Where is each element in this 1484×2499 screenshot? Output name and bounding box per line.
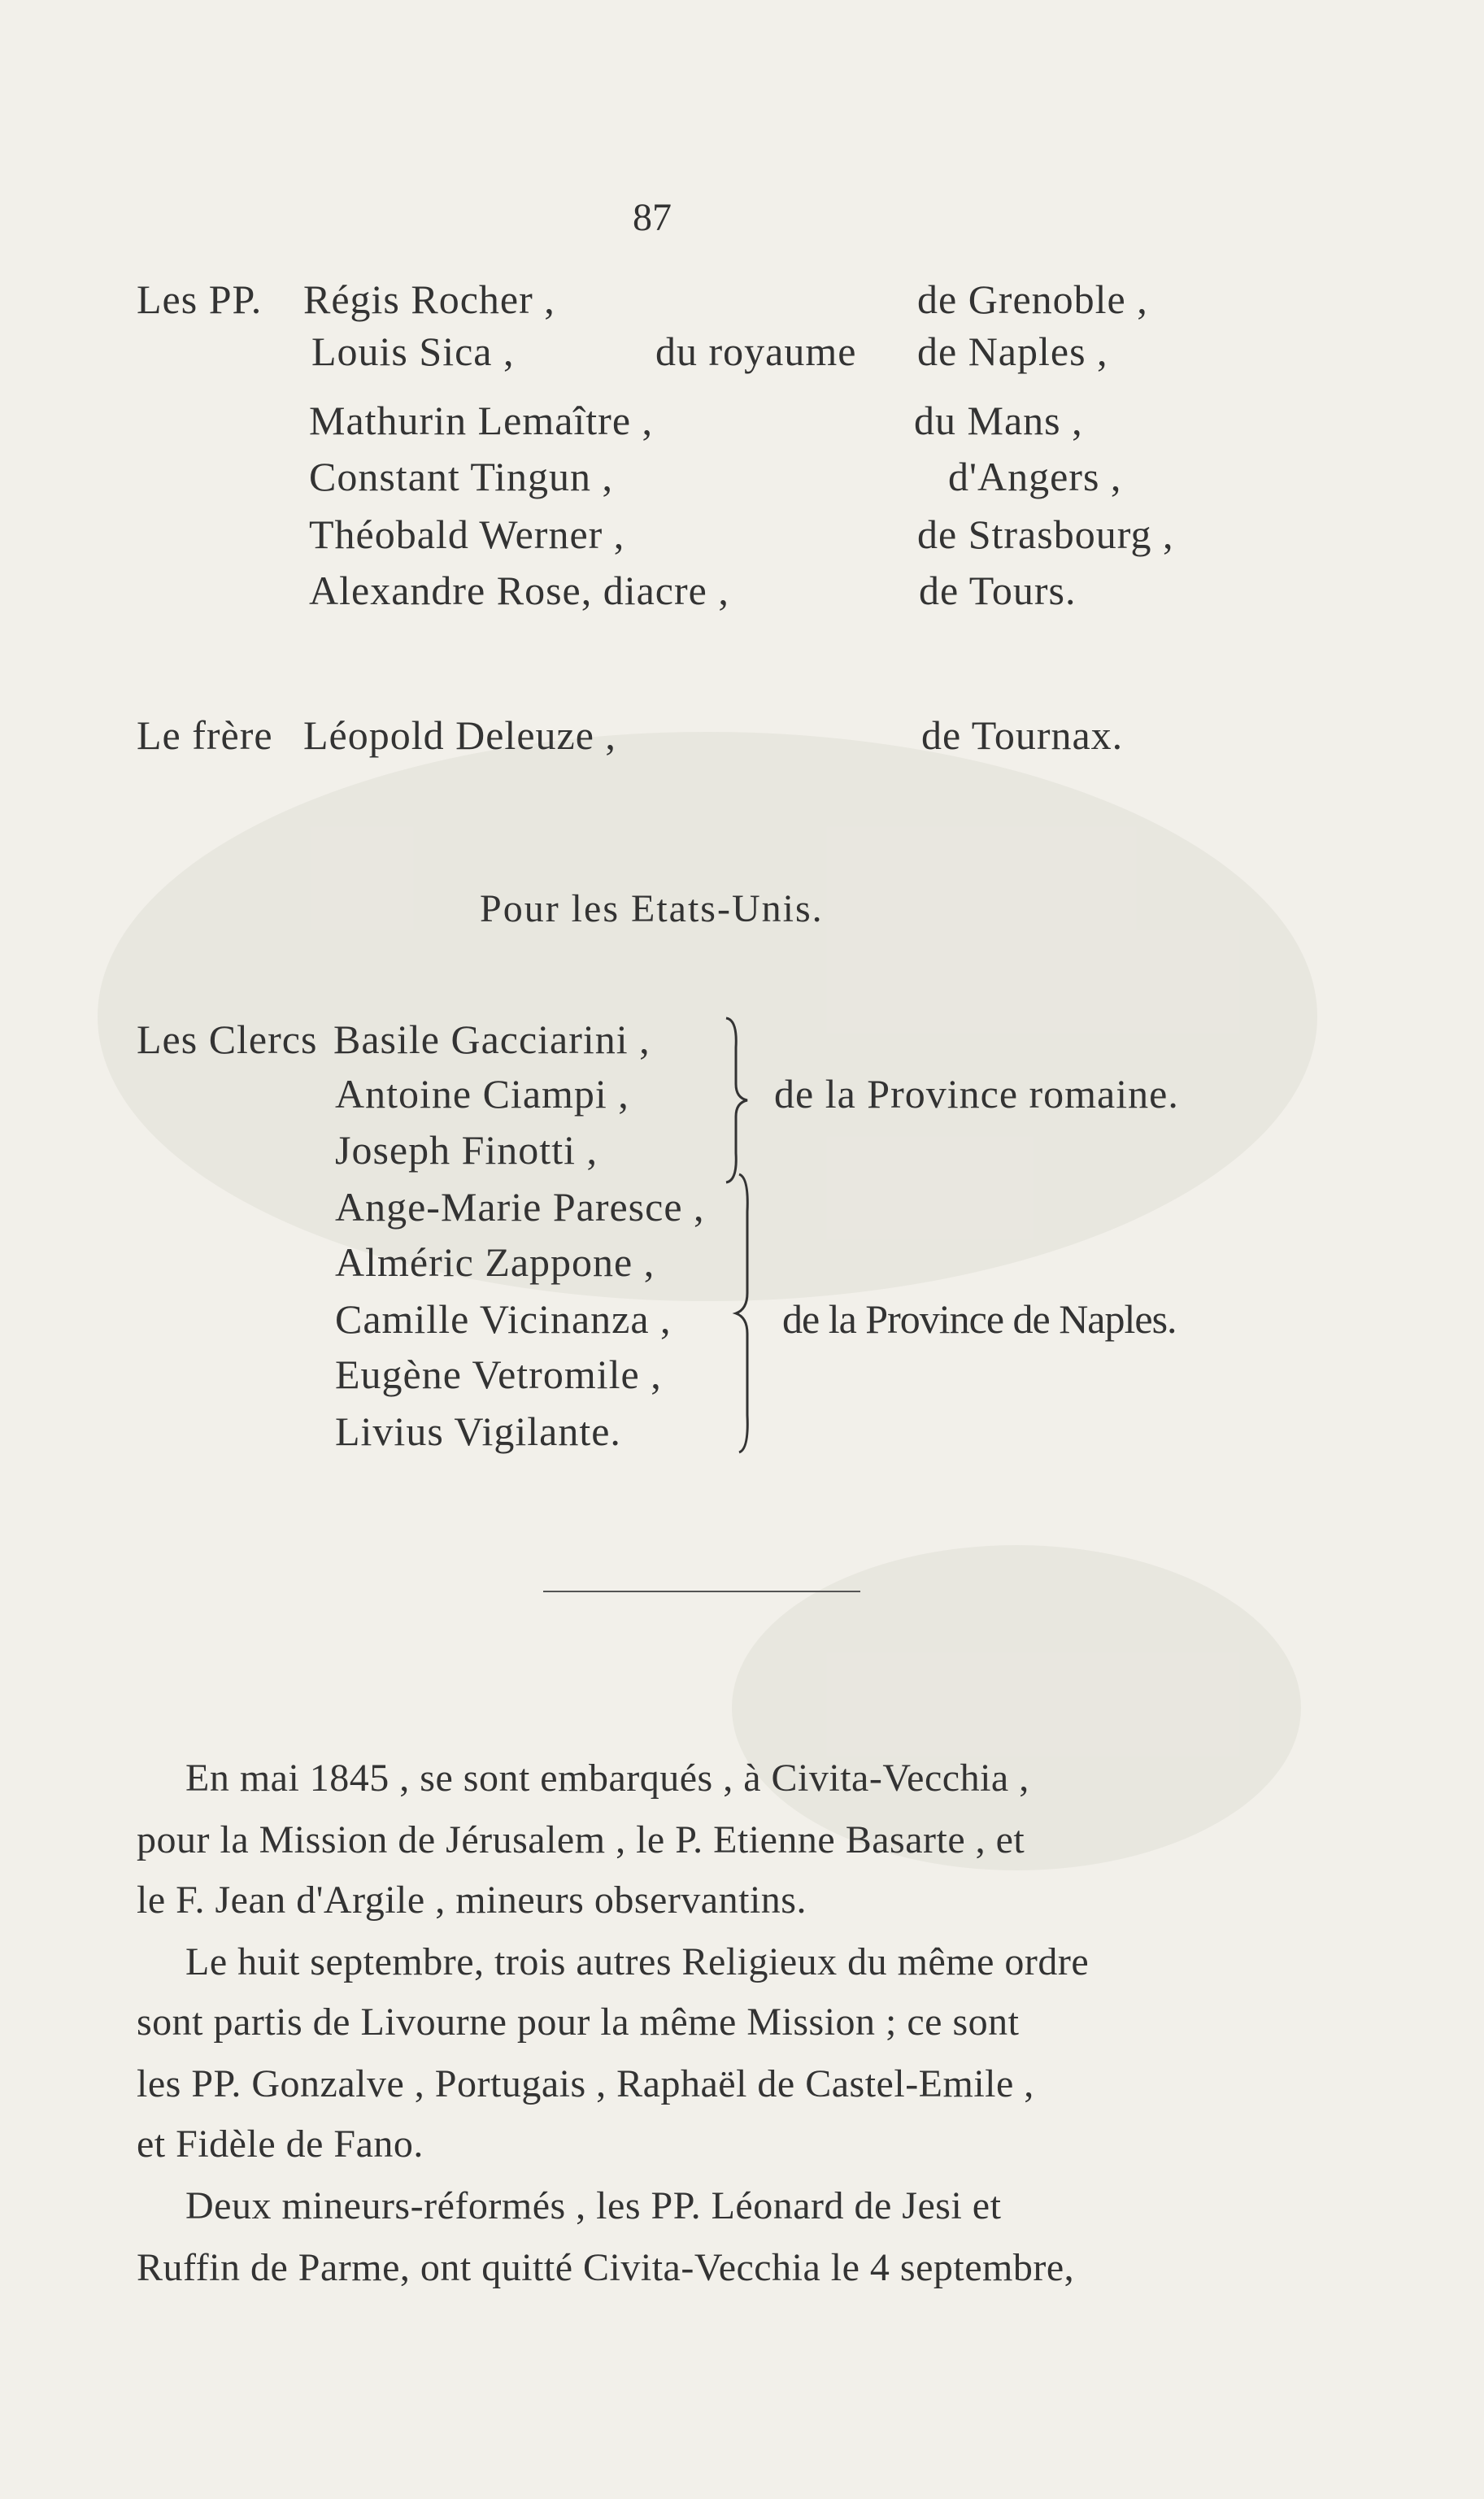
paragraph-line: En mai 1845 , se sont embarqués , à Civita-Vecchia ,: [185, 1757, 1029, 1800]
list1-name: Théobald Werner ,: [309, 512, 625, 557]
list1-origin: de Grenoble ,: [917, 276, 1148, 322]
list2-name: Joseph Finotti ,: [335, 1127, 598, 1173]
paragraph-line: les PP. Gonzalve , Portugais , Raphaël de Castel-Emile ,: [137, 2062, 1034, 2105]
list1-origin: de Tours.: [919, 568, 1077, 613]
brother-origin: de Tournax.: [921, 712, 1124, 758]
paragraph-line: Deux mineurs-réformés , les PP. Léonard de Jesi et: [185, 2184, 1002, 2227]
list2-name: Ange-Marie Paresce ,: [335, 1184, 705, 1230]
list1-name: Régis Rocher ,: [303, 276, 555, 322]
list2-name: Alméric Zappone ,: [335, 1239, 655, 1285]
separator-rule: [543, 1591, 860, 1592]
list1-origin: de Strasbourg ,: [917, 512, 1174, 557]
group2-brace: [728, 1171, 760, 1456]
paragraph-line: le F. Jean d'Argile , mineurs observantins.: [137, 1879, 807, 1922]
group1-origin: de la Province romaine.: [774, 1071, 1179, 1117]
brother-name: Léopold Deleuze ,: [303, 712, 616, 758]
section-heading: Pour les Etats-Unis.: [480, 887, 824, 930]
list1-mid: du royaume: [655, 329, 857, 374]
list2-intro: Les Clercs: [137, 1017, 318, 1062]
list1-origin: du Mans ,: [914, 398, 1083, 443]
paragraph-line: pour la Mission de Jérusalem , le P. Etienne Basarte , et: [137, 1818, 1025, 1861]
group2-origin: de la Province de Naples.: [782, 1296, 1177, 1342]
list1-origin: d'Angers ,: [948, 454, 1122, 499]
paragraph-line: et Fidèle de Fano.: [137, 2122, 424, 2166]
list1-name: Louis Sica ,: [311, 329, 515, 374]
list2-name: Eugène Vetromile ,: [335, 1352, 662, 1397]
list2-name: Livius Vigilante.: [335, 1408, 621, 1454]
list1-name: Mathurin Lemaître ,: [309, 398, 654, 443]
list1-intro: Les PP.: [137, 276, 263, 322]
list1-origin: de Naples ,: [917, 329, 1108, 374]
paragraph-line: Ruffin de Parme, ont quitté Civita-Vecchia le 4 septembre,: [137, 2246, 1075, 2289]
list1-name: Constant Tingun ,: [309, 454, 614, 499]
list2-name: Camille Vicinanza ,: [335, 1296, 672, 1342]
brother-intro: Le frère: [137, 712, 273, 758]
group1-brace: [720, 1015, 752, 1186]
list2-name: Antoine Ciampi ,: [335, 1071, 629, 1117]
list1-name: Alexandre Rose, diacre ,: [309, 568, 729, 613]
paragraph-line: sont partis de Livourne pour la même Mission ; ce sont: [137, 2001, 1020, 2044]
paragraph-line: Le huit septembre, trois autres Religieux du même ordre: [185, 1940, 1090, 1983]
list2-name: Basile Gacciarini ,: [333, 1017, 651, 1062]
page-number: 87: [633, 196, 672, 239]
